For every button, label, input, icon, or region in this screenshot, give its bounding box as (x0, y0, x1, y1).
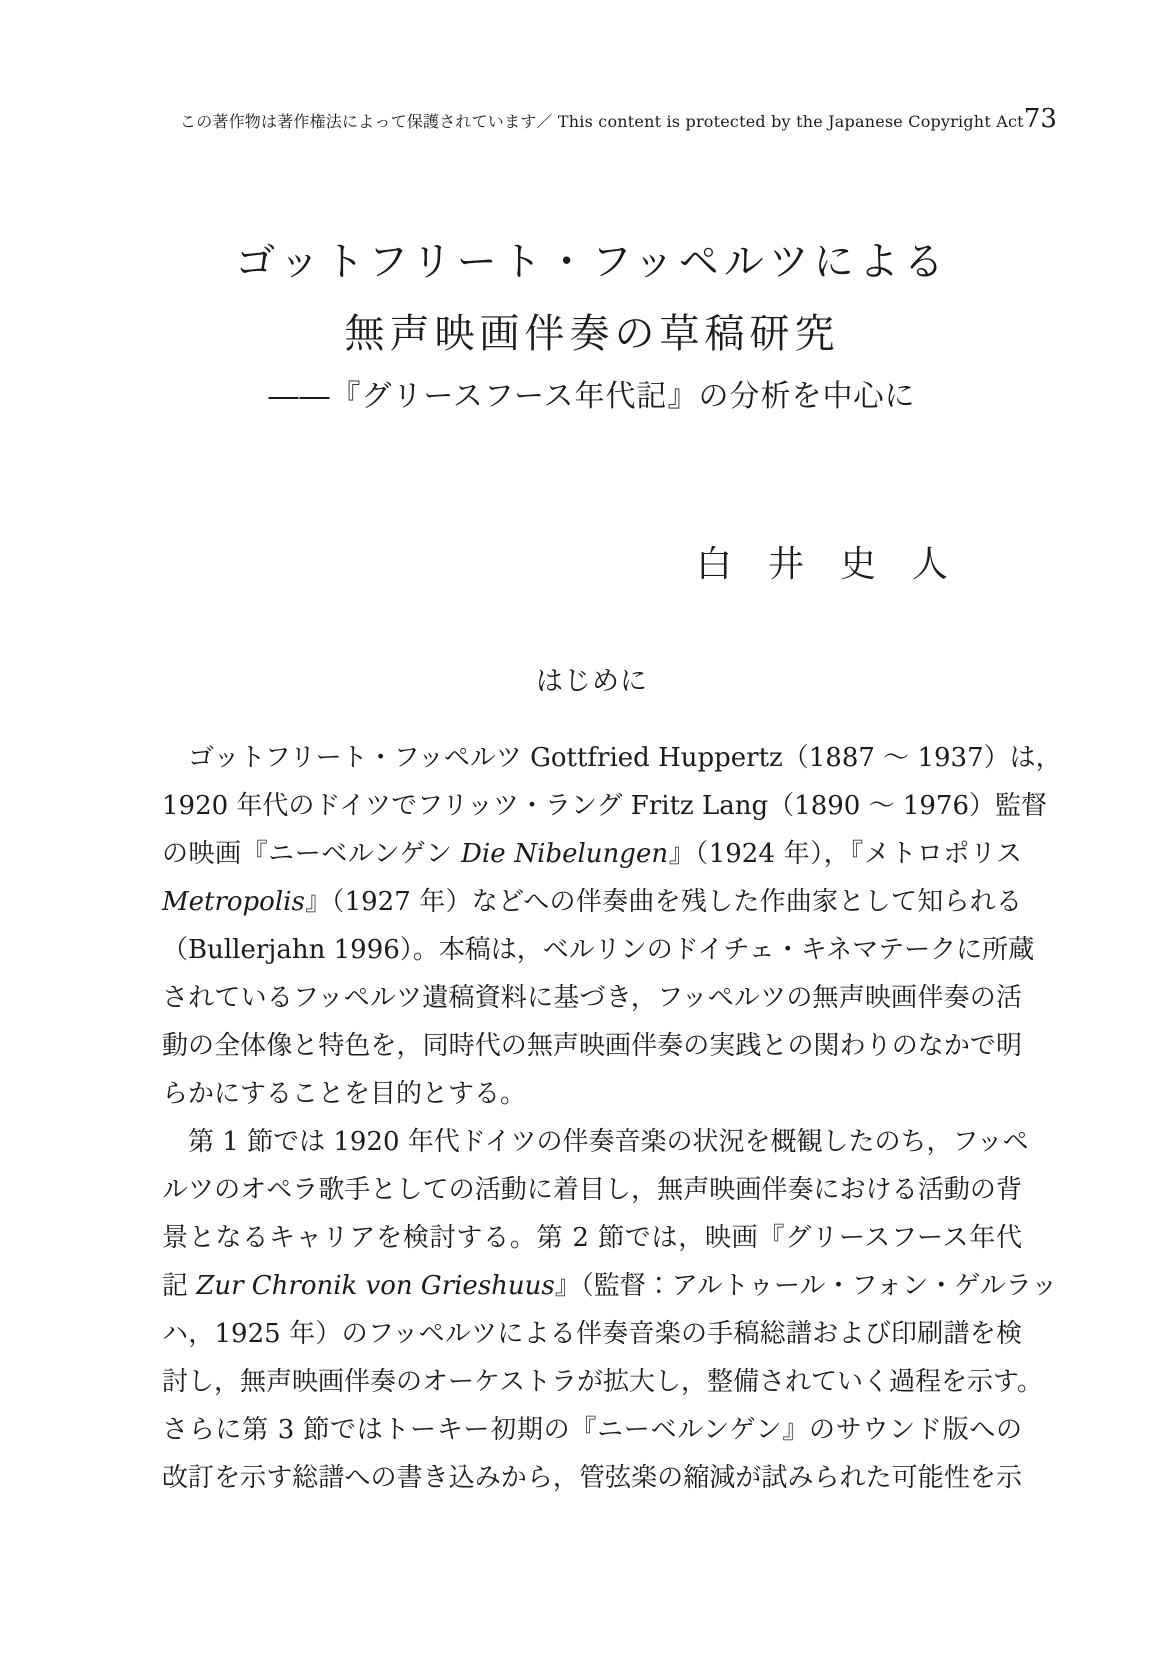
body-text: さらに第 3 節ではトーキー初期の『ニーベルンゲン』のサウンド版への (162, 1415, 1022, 1445)
body-text: 1920 年代のドイツでフリッツ・ラング Fritz Lang（1890 ～ 1976）監督 (162, 791, 1048, 821)
body-text: 』（1927 年）などへの伴奏曲を残した作曲家として知られる (304, 887, 1022, 917)
article-subtitle: ――『グリースフース年代記』の分析を中心に (268, 379, 916, 414)
body-text: 景となるキャリアを検討する。第 2 節では，映画『グリースフース年代 (162, 1223, 1022, 1253)
body-line (162, 830, 1022, 878)
body-line (162, 1406, 1022, 1454)
body-line (162, 926, 1035, 974)
body-line (162, 1118, 1029, 1166)
page-number: 73 (1023, 104, 1057, 134)
section-heading: はじめに (536, 666, 648, 697)
body-text: されているフッペルツ遺稿資料に基づき，フッペルツの無声映画伴奏の活 (162, 983, 1022, 1013)
page-header (162, 104, 1057, 134)
article-title-line-1: ゴットフリート・フッペルツによる (235, 239, 949, 285)
body-text: ハ，1925 年）のフッペルツによる伴奏音楽の手稿総譜および印刷譜を検 (162, 1319, 1022, 1349)
body-text-italic: Metropolis (162, 887, 305, 917)
article-body (162, 734, 1062, 1502)
body-text: 改訂を示す総譜への書き込みから，管弦楽の縮減が試みられた可能性を示 (162, 1463, 1022, 1493)
body-line (162, 1358, 1043, 1406)
body-line (162, 974, 1022, 1022)
body-line (162, 1214, 1022, 1262)
body-text-italic: Die Nibelungen (461, 839, 669, 869)
body-line (162, 1262, 1058, 1310)
body-text: （Bullerjahn 1996）。本稿は，ベルリンのドイチェ・キネマテークに所蔵 (162, 935, 1035, 965)
body-text: 第 1 節では 1920 年代ドイツの伴奏音楽の状況を概観したのち，フッペ (162, 1127, 1029, 1157)
body-line (162, 1310, 1022, 1358)
body-text: 討し，無声映画伴奏のオーケストラが拡大し，整備されていく過程を示す。 (162, 1367, 1043, 1397)
body-line (162, 1022, 1022, 1070)
body-line (162, 878, 1022, 926)
body-text-italic: Zur Chronik von Grieshuus (196, 1271, 555, 1301)
body-text: ゴットフリート・フッペルツ Gottfried Huppertz（1887 ～ 1937）は， (162, 743, 1062, 773)
body-line (162, 1166, 1022, 1214)
body-text: 』（監督：アルトゥール・フォン・ゲルラッ (554, 1271, 1058, 1301)
body-text: 動の全体像と特色を，同時代の無声映画伴奏の実践との関わりのなかで明 (162, 1031, 1022, 1061)
body-text: 記 (162, 1271, 197, 1301)
copyright-notice: この著作物は著作権法によって保護されています／ This content is protected by the Japanese Copyright Act (180, 112, 1024, 131)
body-text: 』（1924 年），『メトロポリス (668, 839, 1022, 869)
article-title-line-2: 無声映画伴奏の草稿研究 (344, 311, 840, 357)
body-text: らかにすることを目的とする。 (162, 1079, 527, 1109)
body-line (162, 1454, 1022, 1502)
body-line (162, 734, 1062, 782)
body-text: の映画『ニーベルンゲン (162, 839, 462, 869)
body-line (162, 782, 1048, 830)
article-title (162, 226, 1022, 370)
body-text: ルツのオペラ歌手としての活動に着目し，無声映画伴奏における活動の背 (162, 1175, 1022, 1205)
body-line (162, 1070, 1022, 1118)
author-name: 白 井 史 人 (695, 544, 948, 585)
